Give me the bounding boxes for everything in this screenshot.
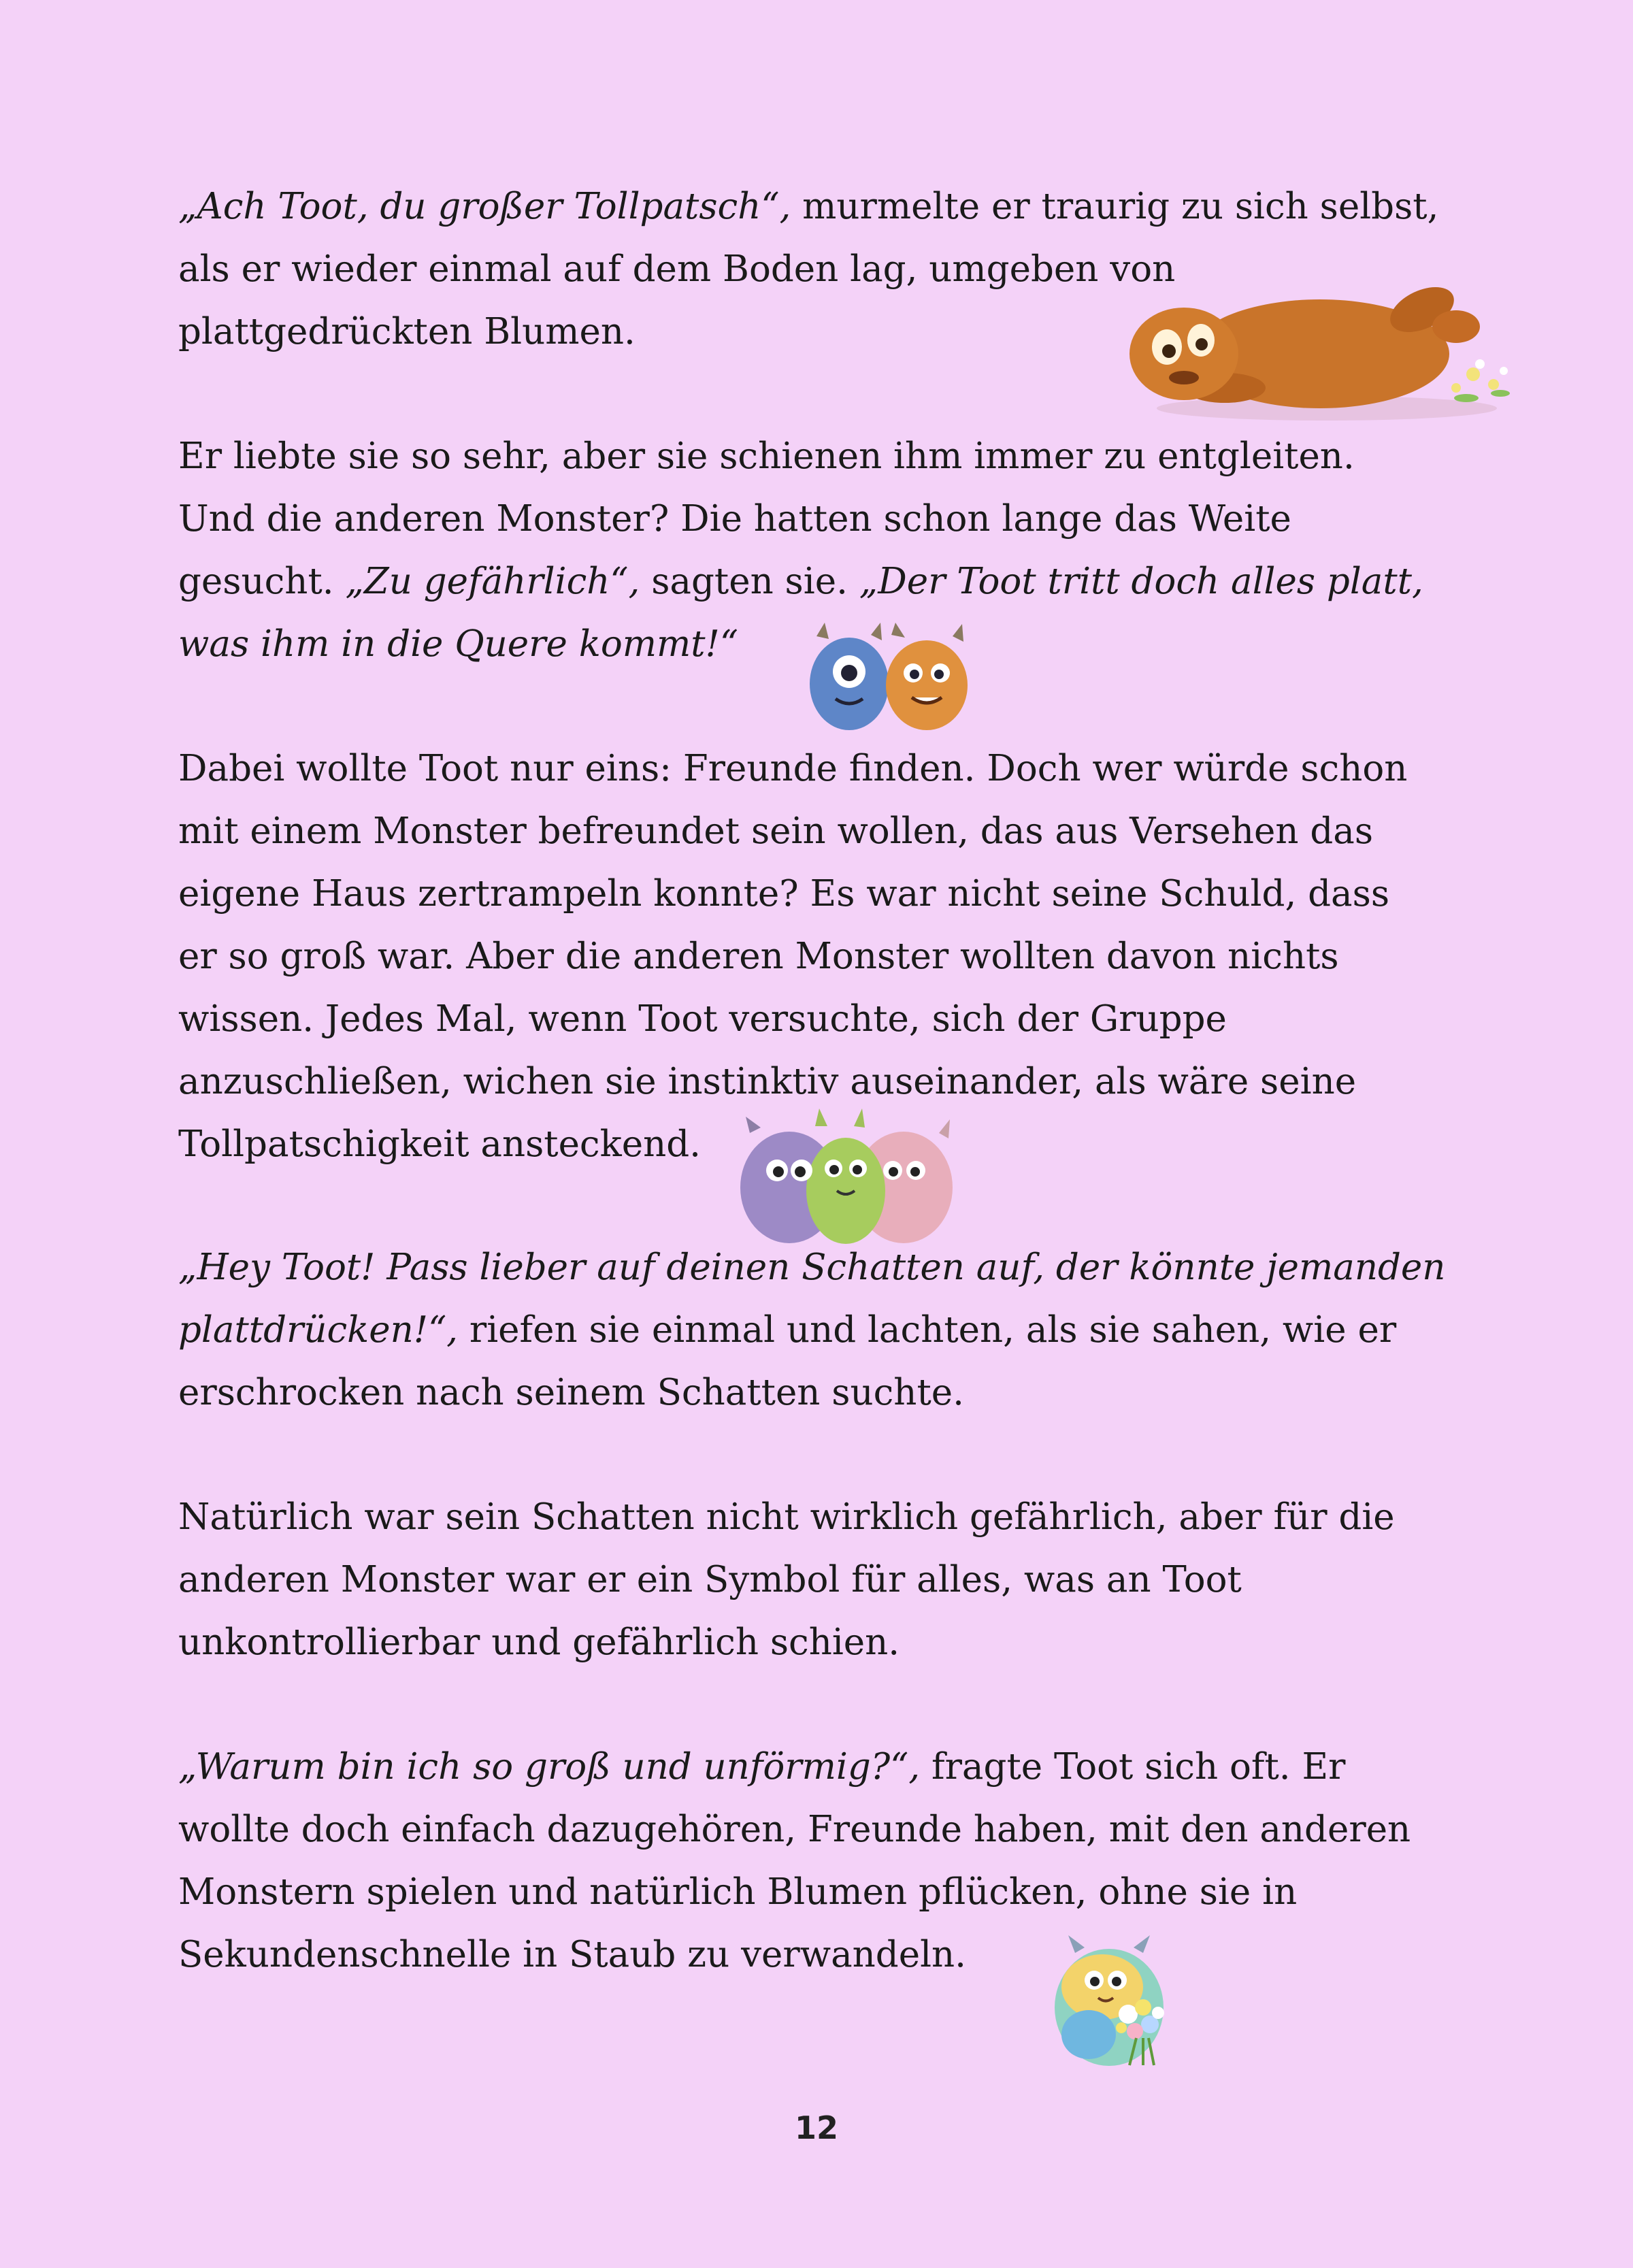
- narration-text: Monstern spielen und natürlich Blumen pflücken, ohne sie in: [178, 1871, 1298, 1913]
- story-paragraph-5: [178, 1486, 1395, 1674]
- narration-text: unkontrollierbar und gefährlich schien.: [178, 1622, 900, 1663]
- narration-text: als er wieder einmal auf dem Boden lag, umgeben von: [178, 248, 1176, 290]
- text-line: [178, 1611, 1395, 1674]
- text-line: [178, 925, 1407, 988]
- quoted-speech: „Hey Toot! Pass lieber auf deinen Schatten auf, der könnte jemanden: [178, 1247, 1446, 1288]
- story-paragraph-2: [178, 425, 1423, 676]
- narration-text: anderen Monster war er ein Symbol für alles, was an Toot: [178, 1559, 1242, 1600]
- text-line: [178, 1798, 1411, 1861]
- narration-text: fragte Toot sich oft. Er: [920, 1746, 1346, 1788]
- narration-text: plattgedrückten Blumen.: [178, 311, 636, 352]
- text-line: [178, 488, 1423, 550]
- story-paragraph-4: [178, 1236, 1445, 1424]
- text-line: [178, 550, 1423, 613]
- quoted-speech: plattdrücken!“,: [178, 1309, 459, 1351]
- text-line: [178, 1051, 1407, 1113]
- text-line: [178, 1299, 1445, 1362]
- two-monsters-illustration: [803, 623, 980, 735]
- narration-text: sagten sie.: [640, 561, 859, 602]
- narration-text: mit einem Monster befreundet sein wollen, das aus Versehen das: [178, 810, 1374, 852]
- text-line: [178, 1486, 1395, 1549]
- narration-text: anzuschließen, wichen sie instinktiv auseinander, als wäre seine: [178, 1061, 1357, 1102]
- text-line: [178, 176, 1438, 238]
- text-line: [178, 1924, 1411, 1986]
- narration-text: wollte doch einfach dazugehören, Freunde haben, mit den anderen: [178, 1809, 1411, 1850]
- narration-text: riefen sie einmal und lachten, als sie sahen, wie er: [458, 1309, 1397, 1351]
- quoted-speech: was ihm in die Quere kommt!“: [178, 623, 738, 665]
- text-line: [178, 800, 1407, 863]
- narration-text: er so groß war. Aber die anderen Monster wollten davon nichts: [178, 936, 1339, 977]
- three-monsters-hugging-illustration: [735, 1106, 959, 1249]
- quoted-speech: „Warum bin ich so groß und unförmig?“,: [178, 1746, 921, 1788]
- text-line: [178, 1549, 1395, 1611]
- text-line: [178, 613, 1423, 676]
- text-line: [178, 988, 1407, 1051]
- narration-text: Dabei wollte Toot nur eins: Freunde finden. Doch wer würde schon: [178, 748, 1408, 789]
- monster-with-bouquet-illustration: [1041, 1933, 1177, 2069]
- text-line: [178, 738, 1407, 800]
- quoted-speech: „Ach Toot, du großer Tollpatsch“,: [178, 186, 791, 227]
- text-line: [178, 1362, 1445, 1424]
- page-number: 12: [794, 2109, 838, 2146]
- text-line: [178, 1861, 1411, 1924]
- narration-text: Sekundenschnelle in Staub zu verwandeln.: [178, 1934, 967, 1975]
- quoted-speech: „Der Toot tritt doch alles platt,: [859, 561, 1423, 602]
- story-paragraph-6: [178, 1736, 1411, 1986]
- furry-monster-lying-illustration: [1102, 238, 1511, 442]
- narration-text: murmelte er traurig zu sich selbst,: [791, 186, 1439, 227]
- text-line: [178, 863, 1407, 925]
- narration-text: wissen. Jedes Mal, wenn Toot versuchte, sich der Gruppe: [178, 998, 1227, 1040]
- quoted-speech: „Zu gefährlich“,: [345, 561, 640, 602]
- narration-text: erschrocken nach seinem Schatten suchte.: [178, 1372, 964, 1413]
- narration-text: eigene Haus zertrampeln konnte? Es war nicht seine Schuld, dass: [178, 873, 1390, 915]
- narration-text: Und die anderen Monster? Die hatten schon lange das Weite: [178, 498, 1291, 540]
- narration-text: Tollpatschigkeit ansteckend.: [178, 1123, 702, 1165]
- narration-text: Natürlich war sein Schatten nicht wirklich gefährlich, aber für die: [178, 1496, 1395, 1538]
- narration-text: Er liebte sie so sehr, aber sie schienen ihm immer zu entgleiten.: [178, 435, 1355, 477]
- narration-text: gesucht.: [178, 561, 346, 602]
- text-line: [178, 1736, 1411, 1798]
